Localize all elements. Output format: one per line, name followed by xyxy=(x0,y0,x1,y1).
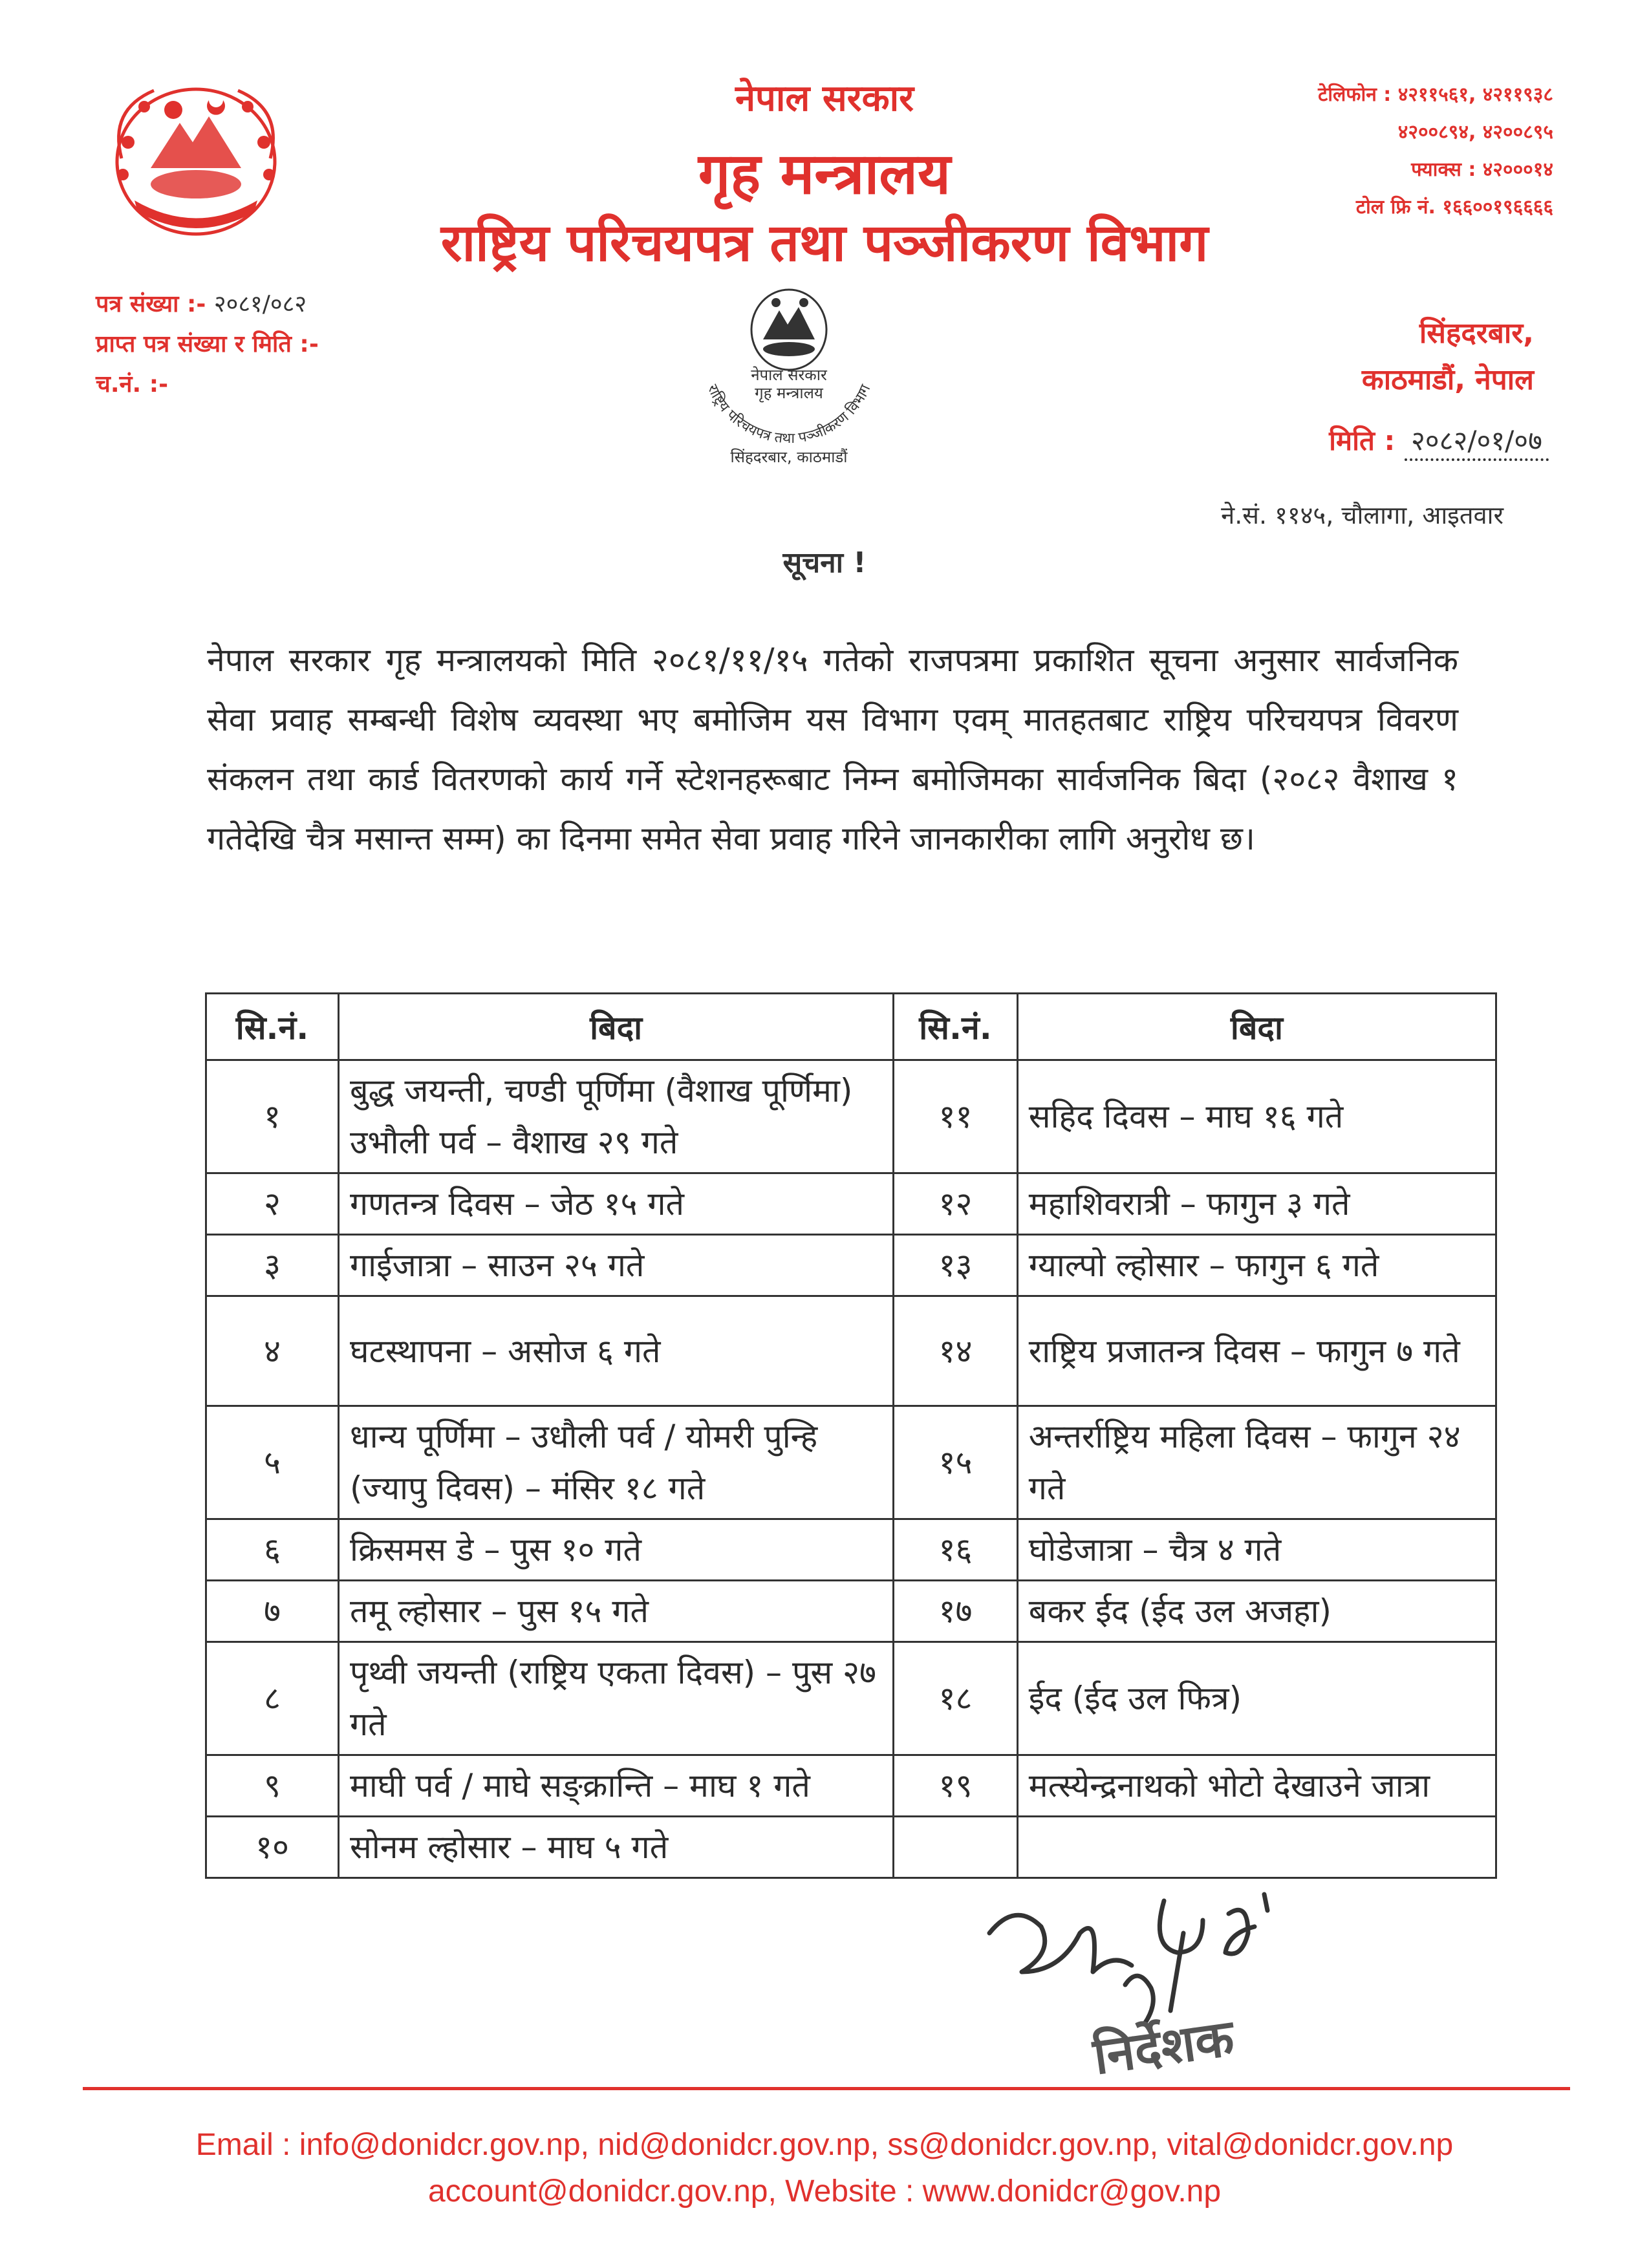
serial-cell: ४ xyxy=(206,1296,339,1406)
serial-cell: ५ xyxy=(206,1406,339,1519)
serial-cell: ९ xyxy=(206,1755,339,1817)
holiday-cell: सोनम ल्होसार – माघ ५ गते xyxy=(339,1817,894,1878)
serial-cell: ३ xyxy=(206,1235,339,1296)
serial-cell: १२ xyxy=(894,1173,1018,1235)
holiday-cell: ग्याल्पो ल्होसार – फागुन ६ गते xyxy=(1017,1235,1496,1296)
table-row xyxy=(206,1296,1496,1406)
header-holiday-1: बिदा xyxy=(339,994,894,1060)
holiday-cell: मत्स्येन्द्रनाथको भोटो देखाउने जात्रा xyxy=(1017,1755,1496,1817)
address-line-1: सिंहदरबार, xyxy=(1419,317,1534,350)
table-row xyxy=(206,1817,1496,1878)
footer-account-website: account@donidcr.gov.np, Website : www.donidcr@gov.np xyxy=(427,2174,1222,2209)
holiday-table xyxy=(205,992,1497,1879)
fax: फ्याक्स : ४२०००१४ xyxy=(1411,158,1553,181)
serial-cell: १६ xyxy=(894,1519,1018,1581)
serial-cell: १९ xyxy=(894,1755,1018,1817)
table-row xyxy=(206,1581,1496,1642)
serial-cell: ७ xyxy=(206,1581,339,1642)
serial-cell: १४ xyxy=(894,1296,1018,1406)
serial-cell: १८ xyxy=(894,1642,1018,1755)
received-letter-label: प्राप्त पत्र संख्या र मिति :- xyxy=(96,331,319,358)
serial-cell xyxy=(894,1817,1018,1878)
holiday-cell: माघी पर्व / माघे सङ्क्रान्ति – माघ १ गते xyxy=(339,1755,894,1817)
holiday-cell: पृथ्वी जयन्ती (राष्ट्रिय एकता दिवस) – पुस २७ गते xyxy=(339,1642,894,1755)
table-row xyxy=(206,1642,1496,1755)
stamp-text-mid: गृह मन्त्रालय xyxy=(755,384,823,402)
table-row xyxy=(206,1235,1496,1296)
holiday-cell: महाशिवरात्री – फागुन ३ गते xyxy=(1017,1173,1496,1235)
toll-free: टोल फ्रि नं. १६६००१९६६६६ xyxy=(1355,196,1553,219)
holiday-cell: बकर ईद (ईद उल अजहा) xyxy=(1017,1581,1496,1642)
holiday-cell: तमू ल्होसार – पुस १५ गते xyxy=(339,1581,894,1642)
letter-number-label: पत्र संख्या :- xyxy=(96,291,206,317)
ministry-name: गृह मन्त्रालय xyxy=(698,140,951,207)
footer-divider xyxy=(83,2087,1570,2090)
telephone-2: ४२००८९४, ४२००८९५ xyxy=(1397,121,1553,144)
holiday-cell: घटस्थापना – असोज ६ गते xyxy=(339,1296,894,1406)
serial-cell: ६ xyxy=(206,1519,339,1581)
department-name: राष्ट्रिय परिचयपत्र तथा पञ्जीकरण विभाग xyxy=(440,213,1209,273)
header-serial-2: सि.नं. xyxy=(894,994,1018,1060)
serial-cell: ८ xyxy=(206,1642,339,1755)
department-stamp-icon xyxy=(673,278,905,472)
letter-number-row xyxy=(96,284,319,325)
date-label: मिति : xyxy=(1329,425,1396,456)
table-row xyxy=(206,1755,1496,1817)
holiday-cell: राष्ट्रिय प्रजातन्त्र दिवस – फागुन ७ गते xyxy=(1017,1296,1496,1406)
holiday-cell: सहिद दिवस – माघ १६ गते xyxy=(1017,1060,1496,1173)
designation-stamp: निर्देशक xyxy=(1090,2009,1238,2086)
address-line-2: काठमाडौं, नेपाल xyxy=(1361,363,1534,396)
holiday-cell: क्रिसमस डे – पुस १० गते xyxy=(339,1519,894,1581)
stamp-text-arc: राष्ट्रिय परिचयपत्र तथा पञ्जीकरण विभाग xyxy=(704,382,874,447)
letter-meta xyxy=(96,284,319,405)
table-row xyxy=(206,1406,1496,1519)
notice-body: नेपाल सरकार गृह मन्त्रालयको मिति २०८१/११/१५ गतेको राजपत्रमा प्रकाशित सूचना अनुसार सार्वजनिक सेवा प्रवाह सम्बन्धी विशेष व्यवस्था भए बमोजिम यस विभाग एवम् मातहतबाट राष्ट्रिय परिचयपत्र विवरण संकलन तथा कार्ड वितरणको कार्य गर्ने स्टेशनहरूबाट निम्न बमोजिमका सार्वजनिक बिदा (२०८२ वैशाख १ गतेदेखि चैत्र मसान्त सम्म) का दिनमा समेत सेवा प्रवाह गरिने जानकारीका लागि अनुरोध छ। xyxy=(207,641,1458,857)
table-header-row xyxy=(206,994,1496,1060)
holiday-cell: अन्तर्राष्ट्रिय महिला दिवस – फागुन २४ गते xyxy=(1017,1406,1496,1519)
serial-cell: १ xyxy=(206,1060,339,1173)
nepal-sambat-date: ने.सं. ११४५, चौलागा, आइतवार xyxy=(1221,501,1503,530)
serial-cell: ११ xyxy=(894,1060,1018,1173)
dispatch-number-label: च.नं. :- xyxy=(96,371,169,398)
holiday-cell: धान्य पूर्णिमा – उधौली पर्व / योमरी पुन्हि (ज्यापु दिवस) – मंसिर १८ गते xyxy=(339,1406,894,1519)
header-serial-1: सि.नं. xyxy=(206,994,339,1060)
holiday-cell: घोडेजात्रा – चैत्र ४ गते xyxy=(1017,1519,1496,1581)
holiday-cell: गणतन्त्र दिवस – जेठ १५ गते xyxy=(339,1173,894,1235)
serial-cell: १० xyxy=(206,1817,339,1878)
date-row xyxy=(1329,422,1549,461)
table-row xyxy=(206,1173,1496,1235)
serial-cell: १५ xyxy=(894,1406,1018,1519)
serial-cell: २ xyxy=(206,1173,339,1235)
notice-title: सूचना ! xyxy=(782,546,867,579)
holiday-cell xyxy=(1017,1817,1496,1878)
government-name: नेपाल सरकार xyxy=(735,78,914,120)
serial-cell: १३ xyxy=(894,1235,1018,1296)
table-row xyxy=(206,1060,1496,1173)
holiday-cell: गाईजात्रा – साउन २५ गते xyxy=(339,1235,894,1296)
holiday-cell: ईद (ईद उल फित्र) xyxy=(1017,1642,1496,1755)
letter-number-value: २०८१/०८२ xyxy=(213,291,307,317)
date-value: २०८२/०१/०७ xyxy=(1405,422,1549,461)
footer-emails: Email : info@donidcr.gov.np, nid@donidcr.gov.np, ss@donidcr.gov.np, vital@donidcr.gov.np xyxy=(195,2128,1454,2162)
telephone: टेलिफोन : ४२११५६१, ४२११९३८ xyxy=(1318,83,1553,106)
holiday-cell: बुद्ध जयन्ती, चण्डी पूर्णिमा (वैशाख पूर्णिमा) उभौली पर्व – वैशाख २९ गते xyxy=(339,1060,894,1173)
stamp-text-bottom: सिंहदरबार, काठमाडौं xyxy=(730,448,848,466)
serial-cell: १७ xyxy=(894,1581,1018,1642)
contact-block xyxy=(1318,76,1553,226)
address-block xyxy=(1362,310,1534,403)
stamp-text-top: नेपाल सरकार xyxy=(751,366,827,384)
table-row xyxy=(206,1519,1496,1581)
header-holiday-2: बिदा xyxy=(1017,994,1496,1060)
